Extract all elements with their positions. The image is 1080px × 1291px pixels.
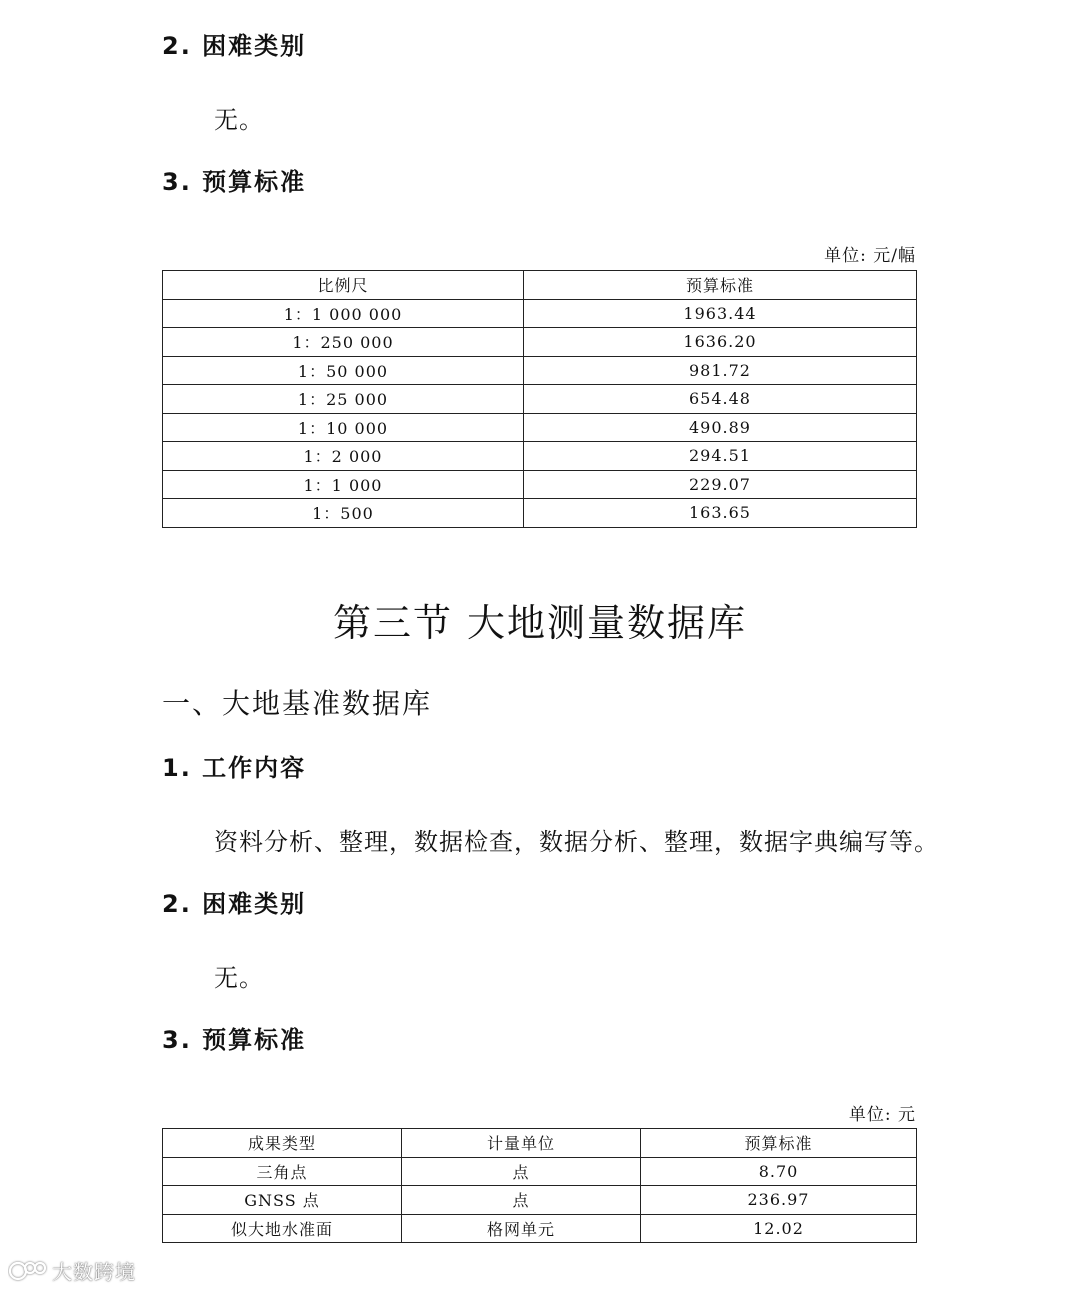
table-cell: 点 bbox=[402, 1157, 641, 1186]
table-cell: 1：50 000 bbox=[163, 356, 524, 385]
table-cell: 163.65 bbox=[524, 499, 917, 528]
logo-icon bbox=[8, 1258, 48, 1284]
table-cell: 1：1 000 000 bbox=[163, 299, 524, 328]
difficulty-text-a: 无。 bbox=[214, 106, 264, 134]
col-header-result-type: 成果类型 bbox=[163, 1129, 402, 1158]
unit-label-b: 单位: 元 bbox=[848, 1105, 916, 1125]
table-cell: 三角点 bbox=[163, 1157, 402, 1186]
section-title: 第三节 大地测量数据库 bbox=[332, 601, 748, 645]
unit-label-a: 单位: 元/幅 bbox=[824, 246, 916, 266]
table-cell: 981.72 bbox=[524, 356, 917, 385]
table-cell: 490.89 bbox=[524, 413, 917, 442]
table-row bbox=[163, 413, 917, 442]
table-row bbox=[163, 470, 917, 499]
sub-title: 一、大地基准数据库 bbox=[162, 687, 433, 720]
table-row bbox=[163, 356, 917, 385]
table-cell: 点 bbox=[402, 1186, 641, 1215]
table-row bbox=[163, 385, 917, 414]
table-row bbox=[163, 1186, 917, 1215]
budget-heading-b: 3. 预算标准 bbox=[162, 1026, 307, 1054]
table-cell: 229.07 bbox=[524, 470, 917, 499]
table-row bbox=[163, 499, 917, 528]
result-budget-table bbox=[162, 1128, 917, 1243]
difficulty-heading-b: 2. 困难类别 bbox=[162, 890, 307, 918]
table-cell: 1：250 000 bbox=[163, 328, 524, 357]
watermark-text: 大数跨境 bbox=[52, 1260, 136, 1284]
col-header-budget: 预算标准 bbox=[641, 1129, 917, 1158]
table-cell: 294.51 bbox=[524, 442, 917, 471]
difficulty-text-b: 无。 bbox=[214, 964, 264, 992]
table-cell: 似大地水准面 bbox=[163, 1214, 402, 1243]
table-cell: 1：500 bbox=[163, 499, 524, 528]
col-header-scale: 比例尺 bbox=[163, 271, 524, 300]
work-heading: 1. 工作内容 bbox=[162, 754, 307, 782]
table-row bbox=[163, 299, 917, 328]
table-cell: 8.70 bbox=[641, 1157, 917, 1186]
table-row bbox=[163, 1214, 917, 1243]
budget-heading-a: 3. 预算标准 bbox=[162, 168, 307, 196]
work-text: 资料分析、整理，数据检查，数据分析、整理，数据字典编写等。 bbox=[214, 828, 939, 856]
watermark bbox=[8, 1256, 136, 1285]
scale-budget-table bbox=[162, 270, 917, 528]
table-cell: 1963.44 bbox=[524, 299, 917, 328]
table-row bbox=[163, 1157, 917, 1186]
table-cell: 654.48 bbox=[524, 385, 917, 414]
table-cell: 1：10 000 bbox=[163, 413, 524, 442]
table-cell: 1：25 000 bbox=[163, 385, 524, 414]
table-cell: 格网单元 bbox=[402, 1214, 641, 1243]
table-cell: 236.97 bbox=[641, 1186, 917, 1215]
table-cell: GNSS 点 bbox=[163, 1186, 402, 1215]
table-row bbox=[163, 328, 917, 357]
table-header-row bbox=[163, 1129, 917, 1158]
table-header-row bbox=[163, 271, 917, 300]
table-cell: 1636.20 bbox=[524, 328, 917, 357]
col-header-unit: 计量单位 bbox=[402, 1129, 641, 1158]
table-cell: 12.02 bbox=[641, 1214, 917, 1243]
difficulty-heading-a: 2. 困难类别 bbox=[162, 32, 307, 60]
col-header-budget: 预算标准 bbox=[524, 271, 917, 300]
table-row bbox=[163, 442, 917, 471]
table-cell: 1：2 000 bbox=[163, 442, 524, 471]
table-cell: 1：1 000 bbox=[163, 470, 524, 499]
